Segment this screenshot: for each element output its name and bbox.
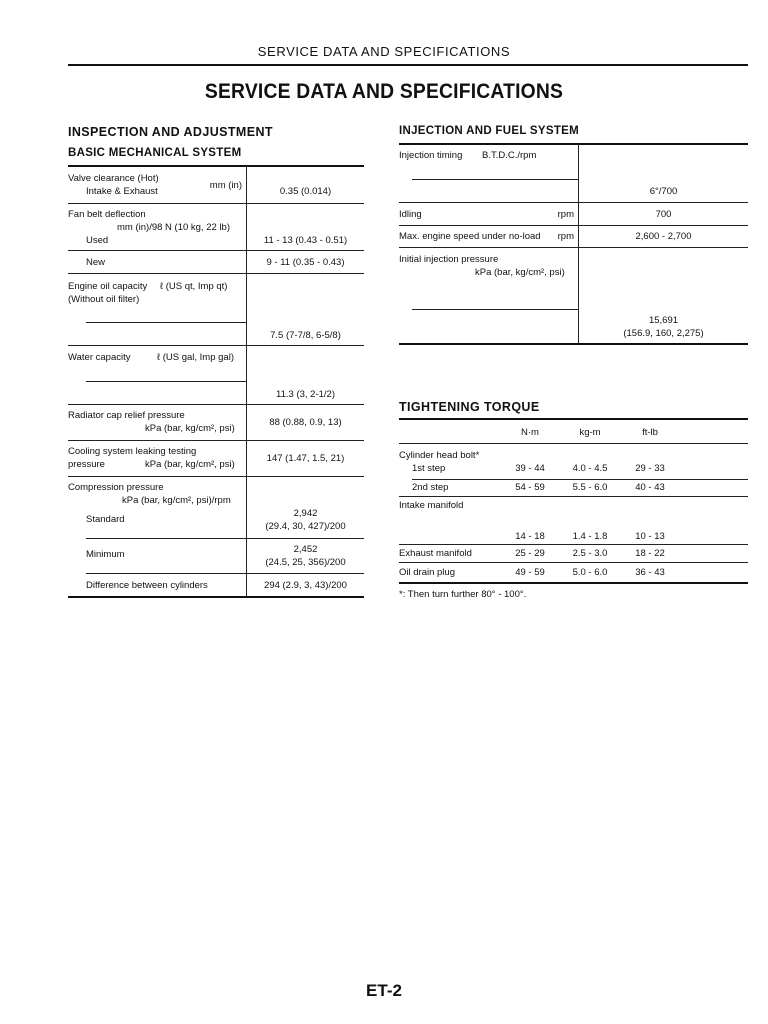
row-rule [86, 322, 246, 323]
row-rule [412, 479, 748, 480]
row-rule [399, 562, 748, 563]
comp-diff: Difference between cylinders [86, 580, 208, 591]
torque-top-rule [399, 418, 748, 420]
row-rule [68, 404, 364, 405]
comp-standard: Standard [86, 514, 125, 525]
row-rule [412, 179, 578, 180]
idling-value: 700 [655, 209, 672, 220]
cyl-head-label: Cylinder head bolt* [399, 450, 480, 461]
header-rule [68, 64, 748, 66]
row-rule [68, 273, 364, 274]
row-rule [86, 381, 246, 382]
torque-bottom-rule [399, 582, 748, 584]
section-injection-fuel: INJECTION AND FUEL SYSTEM [399, 125, 580, 137]
comp-diff-value: 294 (2.9, 3, 43)/200 [264, 580, 347, 591]
fan-unit: mm (in)/98 N (10 kg, 22 lb) [117, 222, 230, 233]
torque-nm: 54 - 59 [515, 482, 545, 493]
row-rule [412, 309, 578, 310]
subsection-basic-mechanical: BASIC MECHANICAL SYSTEM [68, 147, 242, 159]
initial-label: Initial injection pressure [399, 254, 499, 265]
water-label: Water capacity [68, 352, 131, 363]
oil-value: 7.5 (7-7/8, 6-5/8) [270, 330, 341, 341]
timing-label: Injection timing [399, 150, 463, 161]
torque-kgm: 4.0 - 4.5 [572, 463, 608, 474]
radiator-unit: kPa (bar, kg/cm², psi) [145, 423, 235, 434]
timing-unit: B.T.D.C./rpm [482, 150, 537, 161]
comp-standard-value-1: 2,942 [293, 508, 318, 519]
row-rule [68, 440, 364, 441]
cooling-label: Cooling system leaking testing [68, 446, 197, 457]
table-divider [578, 144, 579, 343]
comp-minimum-value-2: (24.5, 25, 356)/200 [265, 557, 346, 568]
initial-value-1: 15,691 [648, 315, 679, 326]
torque-nm: 14 - 18 [515, 531, 545, 542]
row-rule [86, 573, 364, 574]
comp-label: Compression pressure [68, 482, 164, 493]
col-header-kgm: kg-m [579, 427, 601, 438]
water-value: 11.3 (3, 2-1/2) [276, 389, 335, 400]
row-rule [399, 443, 748, 444]
torque-ftlb: 36 - 43 [635, 567, 665, 578]
torque-row-label: Exhaust manifold [399, 548, 472, 559]
torque-row-label: 1st step [412, 463, 446, 474]
timing-value: 6°/700 [649, 186, 678, 197]
water-unit: ℓ (US gal, Imp gal) [157, 352, 234, 363]
table-bottom-rule [68, 596, 364, 598]
comp-minimum-value-1: 2,452 [293, 544, 318, 555]
comp-standard-value-2: (29.4, 30, 427)/200 [265, 521, 346, 532]
valve-unit: mm (in) [209, 180, 242, 191]
radiator-label: Radiator cap relief pressure [68, 410, 185, 421]
row-rule [399, 225, 748, 226]
page-id: ET-2 [366, 981, 402, 1000]
comp-minimum: Minimum [86, 549, 125, 560]
torque-row-label: 2nd step [412, 482, 449, 493]
row-rule [399, 496, 748, 497]
valve-sub: Intake & Exhaust [86, 186, 158, 197]
oil-sub: (Without oil filter) [68, 294, 140, 305]
comp-unit: kPa (bar, kg/cm², psi)/rpm [122, 495, 231, 506]
torque-nm: 49 - 59 [515, 567, 545, 578]
fan-label: Fan belt deflection [68, 209, 146, 220]
initial-value-2: (156.9, 160, 2,275) [623, 328, 704, 339]
table-top-rule [399, 143, 748, 145]
col-header-ftlb: ft-lb [642, 427, 658, 438]
maxspeed-label: Max. engine speed under no-load [399, 231, 541, 242]
valve-label: Valve clearance (Hot) [68, 173, 159, 184]
valve-value: 0.35 (0.014) [279, 186, 332, 197]
torque-ftlb: 40 - 43 [635, 482, 665, 493]
torque-nm: 39 - 44 [515, 463, 545, 474]
torque-footnote: *: Then turn further 80° - 100°. [399, 589, 527, 600]
row-rule [399, 202, 748, 203]
torque-row-label: Oil drain plug [399, 567, 455, 578]
torque-kgm: 5.5 - 6.0 [572, 482, 608, 493]
table-bottom-rule [399, 343, 748, 345]
idling-label: Idling [399, 209, 422, 220]
fan-used: Used [86, 235, 109, 246]
fan-new-value: 9 - 11 (0.35 - 0.43) [266, 257, 345, 268]
running-header: SERVICE DATA AND SPECIFICATIONS [257, 44, 511, 59]
section-inspection-adjustment: INSPECTION AND ADJUSTMENT [68, 125, 273, 139]
row-rule [68, 250, 364, 251]
torque-ftlb: 10 - 13 [635, 531, 665, 542]
page-title: SERVICE DATA AND SPECIFICATIONS [204, 80, 564, 103]
row-rule [68, 476, 364, 477]
cooling-label-2: pressure [68, 459, 105, 470]
initial-unit: kPa (bar, kg/cm², psi) [475, 267, 565, 278]
row-rule [68, 345, 364, 346]
torque-nm: 25 - 29 [515, 548, 545, 559]
row-rule [399, 247, 748, 248]
maxspeed-value: 2,600 - 2,700 [635, 231, 692, 242]
torque-kgm: 1.4 - 1.8 [572, 531, 608, 542]
oil-unit: ℓ (US qt, Imp qt) [160, 281, 228, 292]
torque-kgm: 2.5 - 3.0 [572, 548, 608, 559]
torque-ftlb: 18 - 22 [635, 548, 665, 559]
row-rule [399, 544, 748, 545]
fan-used-value: 11 - 13 (0.43 - 0.51) [263, 235, 348, 246]
col-header-nm: N·m [521, 427, 539, 438]
torque-row-label: Intake manifold [399, 500, 464, 511]
maxspeed-unit: rpm [557, 231, 574, 242]
table-top-rule [68, 165, 364, 167]
torque-kgm: 5.0 - 6.0 [572, 567, 608, 578]
section-tightening-torque: TIGHTENING TORQUE [399, 400, 540, 414]
row-rule [86, 538, 364, 539]
oil-label: Engine oil capacity [68, 281, 148, 292]
row-rule [68, 203, 364, 204]
cooling-value: 147 (1.47, 1.5, 21) [266, 453, 345, 464]
fan-new: New [86, 257, 106, 268]
radiator-value: 88 (0.88, 0.9, 13) [269, 417, 342, 428]
torque-ftlb: 29 - 33 [635, 463, 665, 474]
cooling-unit: kPa (bar, kg/cm², psi) [145, 459, 235, 470]
idling-unit: rpm [557, 209, 574, 220]
